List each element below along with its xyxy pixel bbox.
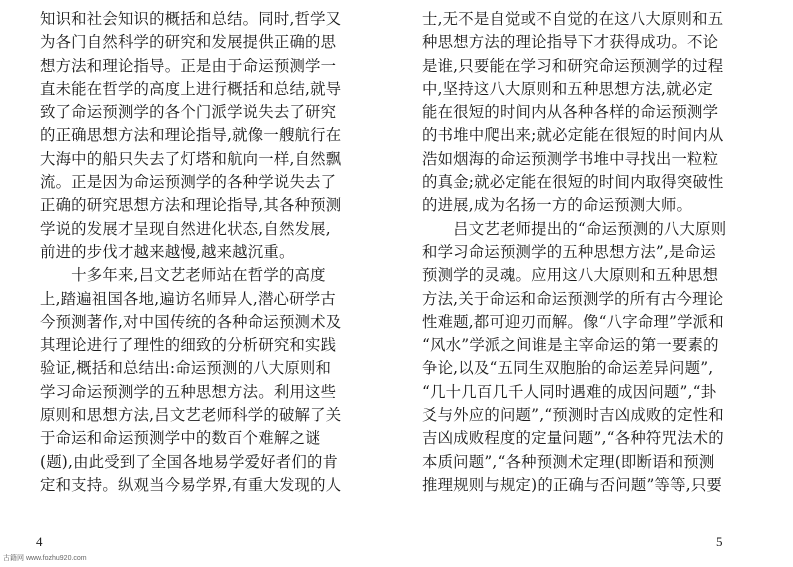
right-page-number: 5 (716, 534, 723, 549)
left-page-text (40, 8, 382, 497)
text-line: 原则和思想方法,吕文艺老师科学的破解了关 (40, 406, 342, 425)
text-line: 的正确思想方法和理论指导,就像一艘航行在 (40, 126, 342, 145)
text-line: (题),由此受到了全国各地易学爱好者们的肯 (40, 452, 339, 471)
text-line: 其理论进行了理性的细致的分析研究和实践 (40, 336, 337, 355)
right-page-text (422, 8, 762, 497)
text-line: 的进展,成为名扬一方的命运预测大师。 (422, 196, 693, 215)
text-line: 种思想方法的理论指导下才获得成功。不论 (422, 33, 719, 52)
text-line: 直未能在哲学的高度上进行概括和总结,就导 (40, 79, 342, 98)
text-line: 今预测著作,对中国传统的各种命运预测术及 (40, 312, 342, 331)
left-page (0, 0, 396, 567)
text-line: 为各门自然科学的研究和发展提供正确的思 (40, 33, 337, 52)
left-page-number: 4 (36, 534, 43, 549)
text-line: 定和支持。纵观当今易学界,有重大发现的人 (40, 475, 342, 494)
text-line: 浩如烟海的命运预测学书堆中寻找出一粒粒 (422, 149, 719, 168)
text-line: 吕文艺老师提出的“命运预测的八大原则 (422, 219, 727, 238)
text-line: 争论,以及“五同生双胞胎的命运差异问题”, (422, 359, 714, 378)
text-line: 的真金;就必定能在很短的时间内取得突破性 (422, 173, 724, 192)
text-line: 学说的发展才呈现自然进化状态,自然发展, (40, 219, 331, 238)
text-line: 的书堆中爬出来;就必定能在很短的时间内从 (422, 126, 724, 145)
text-line: 正确的研究思想方法和理论指导,其各种预测 (40, 196, 342, 215)
text-line: 十多年来,吕文艺老师站在哲学的高度 (40, 266, 326, 285)
text-line: “几十几百几千人同时遇难的成因问题”,“卦 (422, 382, 717, 401)
text-line: 预测学的灵魂。应用这八大原则和五种思想 (422, 266, 719, 285)
text-line: 推理规则与规定)的正确与否问题”等等,只要 (422, 475, 722, 494)
text-line: 能在很短的时间内从各种各样的命运预测学 (422, 103, 719, 122)
text-line: 大海中的船只失去了灯塔和航向一样,自然飘 (40, 149, 342, 168)
text-line: 是谁,只要能在学习和研究命运预测学的过程 (422, 56, 724, 75)
text-line: 于命运和命运预测学中的数百个难解之谜 (40, 429, 321, 448)
text-line: 士,无不是自觉或不自觉的在这八大原则和五 (422, 10, 724, 28)
text-line: 上,踏遍祖国各地,遍访名师异人,潜心研学古 (40, 289, 336, 308)
right-page (396, 0, 793, 567)
text-line: 和学习命运预测学的五种思想方法”,是命运 (422, 242, 716, 261)
text-line: 性难题,都可迎刃而解。像“八字命理”学派和 (422, 312, 724, 331)
text-line: 方法,关于命运和命运预测学的所有古今理论 (422, 289, 724, 308)
text-line: “风水”学派之间谁是主宰命运的第一要素的 (422, 336, 719, 355)
text-line: 想方法和理论指导。正是由于命运预测学一 (40, 56, 337, 75)
text-line: 学习命运预测学的五种思想方法。利用这些 (40, 382, 337, 401)
text-line: 本质问题”,“各种预测术定理(即断语和预测 (422, 452, 715, 471)
text-line: 中,坚持这八大原则和五种思想方法,就必定 (422, 79, 713, 98)
text-line: 知识和社会知识的概括和总结。同时,哲学又 (40, 10, 342, 28)
text-line: 吉凶成败程度的定量问题”,“各种符咒法术的 (422, 429, 724, 448)
text-line: 致了命运预测学的各个门派学说失去了研究 (40, 103, 337, 122)
site-watermark: 古籍网 www.fozhu920.com (3, 555, 87, 562)
text-line: 验证,概括和总结出:命运预测的八大原则和 (40, 359, 332, 378)
text-line: 前进的步伐才越来越慢,越来越沉重。 (40, 242, 295, 261)
text-line: 爻与外应的问题”,“预测时吉凶成败的定性和 (422, 406, 724, 425)
text-line: 流。正是因为命运预测学的各种学说失去了 (40, 173, 337, 192)
